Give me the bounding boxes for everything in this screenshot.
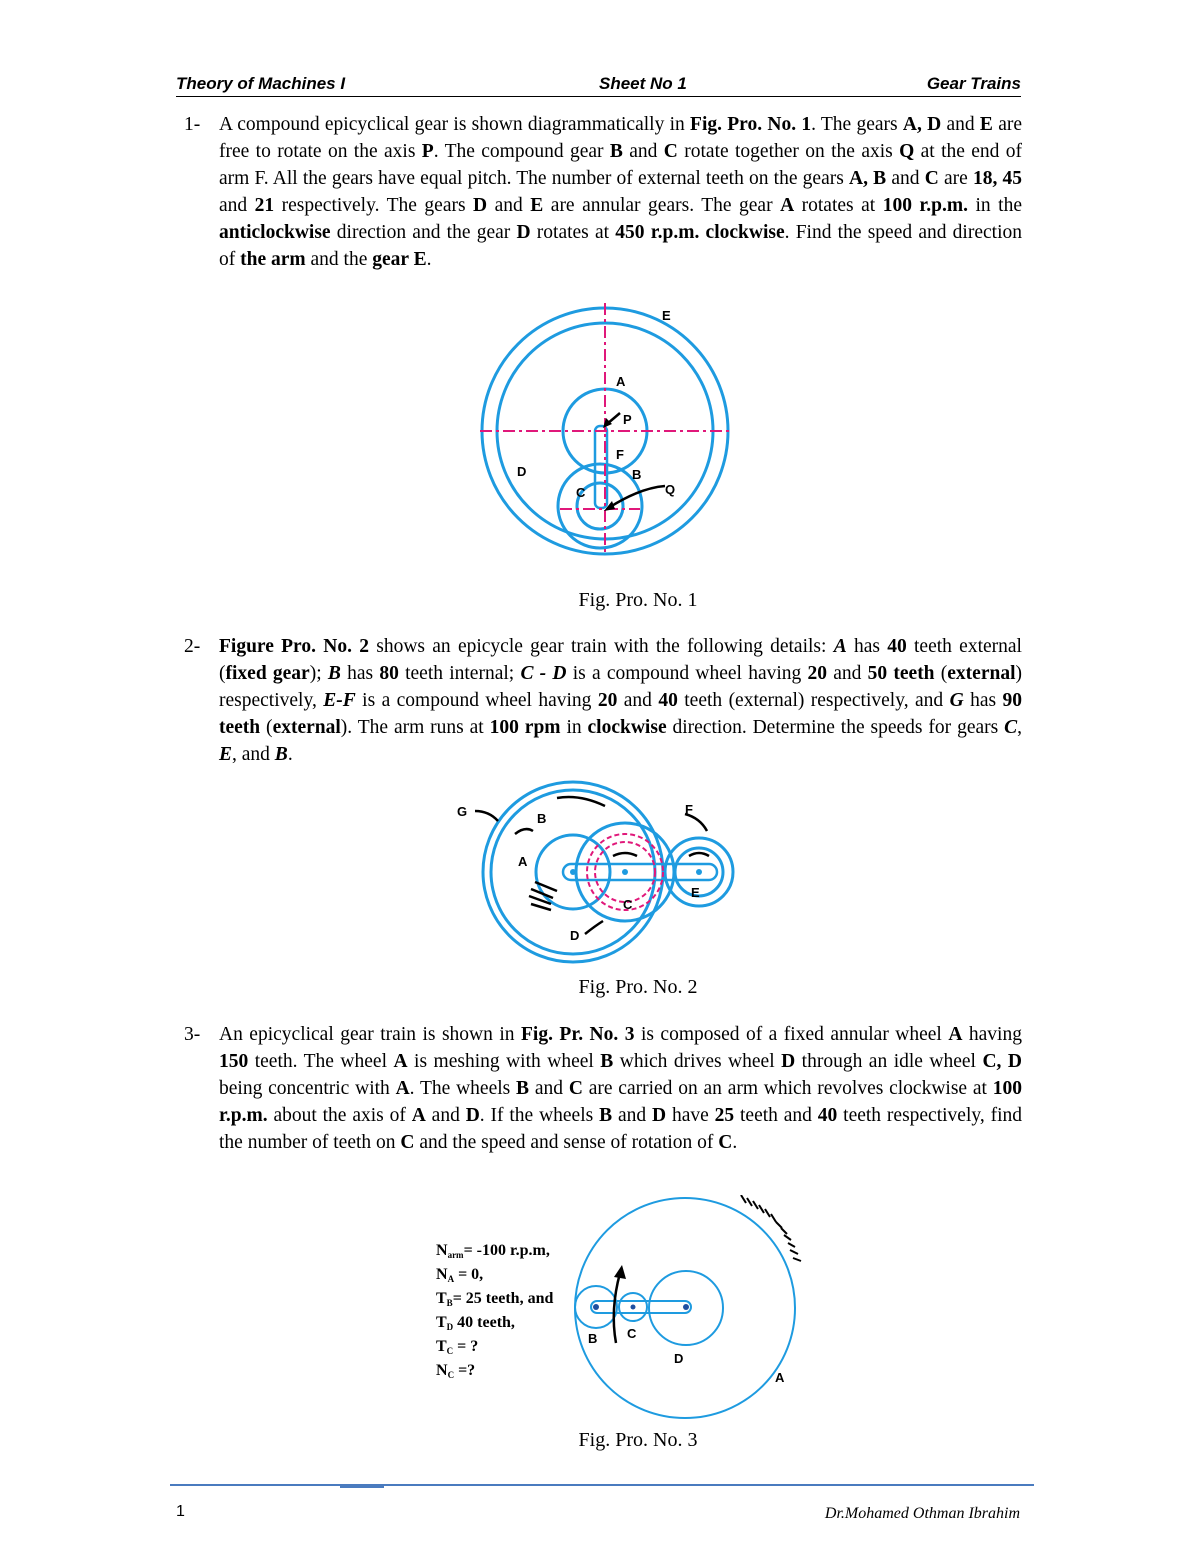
figure-3-epicyclic-gear-train <box>428 1195 808 1435</box>
pivot-b <box>593 1304 599 1310</box>
arrow-e <box>689 853 709 856</box>
figure-2-caption: Fig. Pro. No. 2 <box>578 976 698 998</box>
footer-divider-accent <box>340 1486 384 1488</box>
label-c: C <box>576 485 586 500</box>
arm <box>563 864 717 880</box>
given-t-b: TB= 25 teeth, and <box>436 1290 554 1308</box>
arrow-g <box>475 811 498 821</box>
arm <box>591 1301 691 1313</box>
page-header <box>176 74 1021 97</box>
label-d: D <box>570 928 580 943</box>
label-e: E <box>691 885 700 900</box>
given-n-arm: Narm= -100 r.p.m, <box>436 1242 550 1260</box>
arrow-d <box>585 921 603 934</box>
fixed-hatch-a <box>741 1195 801 1261</box>
footer-divider <box>170 1484 1034 1486</box>
problem-number: 2- <box>184 636 201 657</box>
label-p: P <box>623 412 632 427</box>
label-a: A <box>518 854 528 869</box>
label-b: B <box>537 811 547 826</box>
author-signature: Dr.Mohamed Othman Ibrahim <box>824 1505 1020 1522</box>
page-number: 1 <box>176 1503 185 1520</box>
figure-3-caption: Fig. Pro. No. 3 <box>578 1429 698 1451</box>
problem-number: 1- <box>184 114 201 135</box>
label-c: C <box>623 897 633 912</box>
gear-b <box>558 464 642 548</box>
problem-2 <box>184 633 1022 768</box>
arrow-c <box>613 853 637 856</box>
label-d: D <box>517 464 527 479</box>
given-t-d: TD 40 teeth, <box>436 1314 515 1332</box>
figure-2-epicycle-gear-train <box>445 776 745 976</box>
label-f: F <box>616 447 624 462</box>
label-a: A <box>616 374 626 389</box>
header-topic: Gear Trains <box>926 74 1021 93</box>
pivot-e <box>696 869 702 875</box>
label-e: E <box>662 308 671 323</box>
label-g: G <box>457 804 468 819</box>
pivot-d <box>683 1304 689 1310</box>
label-f: F <box>685 802 693 817</box>
problem-3 <box>184 1021 1022 1156</box>
label-q: Q <box>665 482 676 497</box>
figure-1-caption: Fig. Pro. No. 1 <box>578 589 698 611</box>
pivot-c <box>631 1305 636 1310</box>
pivot-a <box>570 869 576 875</box>
given-n-a: NA = 0, <box>436 1266 484 1284</box>
problem-number: 3- <box>184 1024 201 1045</box>
pivot-c <box>622 869 628 875</box>
arrow-b-left <box>515 829 533 834</box>
given-t-c: TC = ? <box>436 1338 479 1356</box>
problem-1 <box>184 111 1022 273</box>
label-d: D <box>674 1351 684 1366</box>
label-a: A <box>775 1370 785 1385</box>
label-c: C <box>627 1326 637 1341</box>
label-b: B <box>632 467 642 482</box>
problem-text: A compound epicyclical gear is shown diagrammatically in Fig. Pro. No. 1. The gears A, D and E are free to rotate on the axis P. The compound gear B and C rotate together on the axis Q at the end of arm F. All the gears have equal pitch. The number of external teeth on the gears A, B and C are 18, 45 and 21 respectively. The gears D and E are annular gears. The gear A rotates at 100 r.p.m. in the anticlockwise direction and the gear D rotates at 450 r.p.m. clockwise. Find the speed and direction of the arm and the gear E. <box>219 114 1023 270</box>
arm-rotation-arrow-head <box>614 1265 626 1279</box>
header-course-title: Theory of Machines I <box>176 74 346 93</box>
figure-1-compound-epicyclic-gear <box>470 303 740 558</box>
problem-text: An epicyclical gear train is shown in Fig. Pr. No. 3 is composed of a fixed annular wheel A having 150 teeth. The wheel A is meshing with wheel B which drives wheel D through an idle wheel C, D being concentric with A. The wheels B and C are carried on an arm which revolves clockwise at 100 r.p.m. about the axis of A and D. If the wheels B and D have 25 teeth and 40 teeth respectively, find the number of teeth on C and the speed and sense of rotation of C. <box>219 1024 1023 1153</box>
label-b: B <box>588 1331 598 1346</box>
header-sheet-number: Sheet No 1 <box>599 74 687 93</box>
arrow-b-top <box>557 797 605 806</box>
given-n-c: NC =? <box>436 1362 476 1380</box>
problem-text: Figure Pro. No. 2 shows an epicycle gear train with the following details: A has 40 teeth external (fixed gear); B has 80 teeth internal; C - D is a compound wheel having 20 and 50 teeth (external) respectively, E-F is a compound wheel having 20 and 40 teeth (external) respectively, and G has 90 teeth (external). The arm runs at 100 rpm in clockwise direction. Determine the speeds for gears C, E, and B. <box>219 636 1023 765</box>
